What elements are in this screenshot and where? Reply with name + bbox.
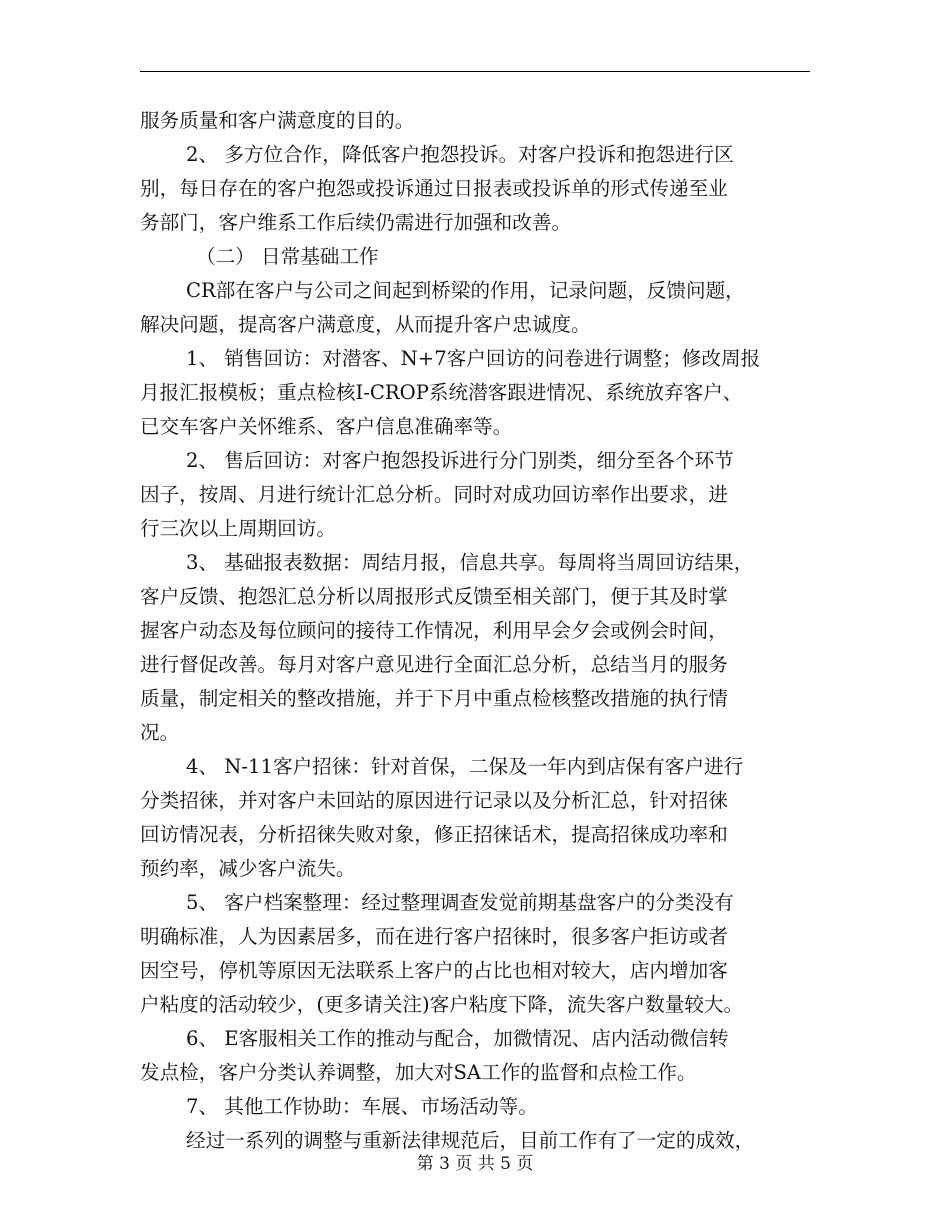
paragraph-line: 握客户动态及每位顾问的接待工作情况，利用早会夕会或例会时间， (140, 619, 728, 642)
paragraph-line: 服务质量和客户满意度的目的。 (140, 109, 415, 132)
paragraph-line: 4、 N-11客户招徕：针对首保，二保及一年内到店保有客户进行 (186, 755, 744, 778)
paragraph-line: 别，每日存在的客户抱怨或投诉通过日报表或投诉单的形式传递至业 (140, 177, 728, 200)
paragraph-line: 1、 销售回访：对潜客、N+7客户回访的问卷进行调整；修改周报 (186, 347, 761, 370)
paragraph-line: 回访情况表，分析招徕失败对象，修正招徕话术，提高招徕成功率和 (140, 823, 728, 846)
paragraph-line: 月报汇报模板；重点检核I-CROP系统潜客跟进情况、系统放弃客户、 (140, 381, 743, 404)
paragraph-line: 因子，按周、月进行统计汇总分析。同时对成功回访率作出要求，进 (140, 483, 728, 506)
page-footer (0, 1152, 950, 1176)
paragraph-line: 6、 E客服相关工作的推动与配合，加微情况、店内活动微信转 (186, 1027, 729, 1050)
paragraph-line: 客户反馈、抱怨汇总分析以周报形式反馈至相关部门，便于其及时掌 (140, 585, 728, 608)
paragraph-line: 2、 售后回访：对客户抱怨投诉进行分门别类，细分至各个环节 (186, 449, 734, 472)
section-heading: （二） 日常基础工作 (196, 245, 379, 268)
paragraph-line: 预约率，减少客户流失。 (140, 857, 356, 880)
header-rule (140, 71, 810, 72)
paragraph-line: 7、 其他工作协助：车展、市场活动等。 (186, 1095, 538, 1118)
paragraph-line: 质量，制定相关的整改措施，并于下月中重点检核整改措施的执行情 (140, 687, 728, 710)
paragraph-line: 已交车客户关怀维系、客户信息准确率等。 (140, 415, 513, 438)
paragraph-line: 5、 客户档案整理：经过整理调查发觉前期基盘客户的分类没有 (186, 891, 734, 914)
paragraph-line: 分类招徕，并对客户未回站的原因进行记录以及分析汇总，针对招徕 (140, 789, 728, 812)
paragraph-line: 2、 多方位合作，降低客户抱怨投诉。对客户投诉和抱怨进行区 (186, 143, 734, 166)
paragraph-line: 经过一系列的调整与重新法律规范后，目前工作有了一定的成效， (186, 1129, 755, 1152)
paragraph-line: 况。 (140, 721, 180, 744)
page-number: 第 3 页 共 5 页 (416, 1154, 534, 1174)
paragraph-line: 户粘度的活动较少，(更多请关注)客户粘度下降，流失客户数量较大。 (140, 993, 744, 1016)
paragraph-line: 发点检，客户分类认养调整，加大对SA工作的监督和点检工作。 (140, 1061, 697, 1084)
body-text (140, 104, 810, 1158)
paragraph-line: 因空号，停机等原因无法联系上客户的占比也相对较大，店内增加客 (140, 959, 728, 982)
paragraph-line: CR部在客户与公司之间起到桥梁的作用，记录问题，反馈问题， (186, 279, 745, 302)
paragraph-line: 务部门，客户维系工作后续仍需进行加强和改善。 (140, 211, 572, 234)
paragraph-line: 3、 基础报表数据：周结月报，信息共享。每周将当周回访结果， (186, 551, 754, 574)
paragraph-line: 进行督促改善。每月对客户意见进行全面汇总分析，总结当月的服务 (140, 653, 728, 676)
paragraph-line: 明确标准，人为因素居多，而在进行客户招徕时，很多客户拒访或者 (140, 925, 728, 948)
paragraph-line: 行三次以上周期回访。 (140, 517, 336, 540)
paragraph-line: 解决问题，提高客户满意度，从而提升客户忠诚度。 (140, 313, 591, 336)
